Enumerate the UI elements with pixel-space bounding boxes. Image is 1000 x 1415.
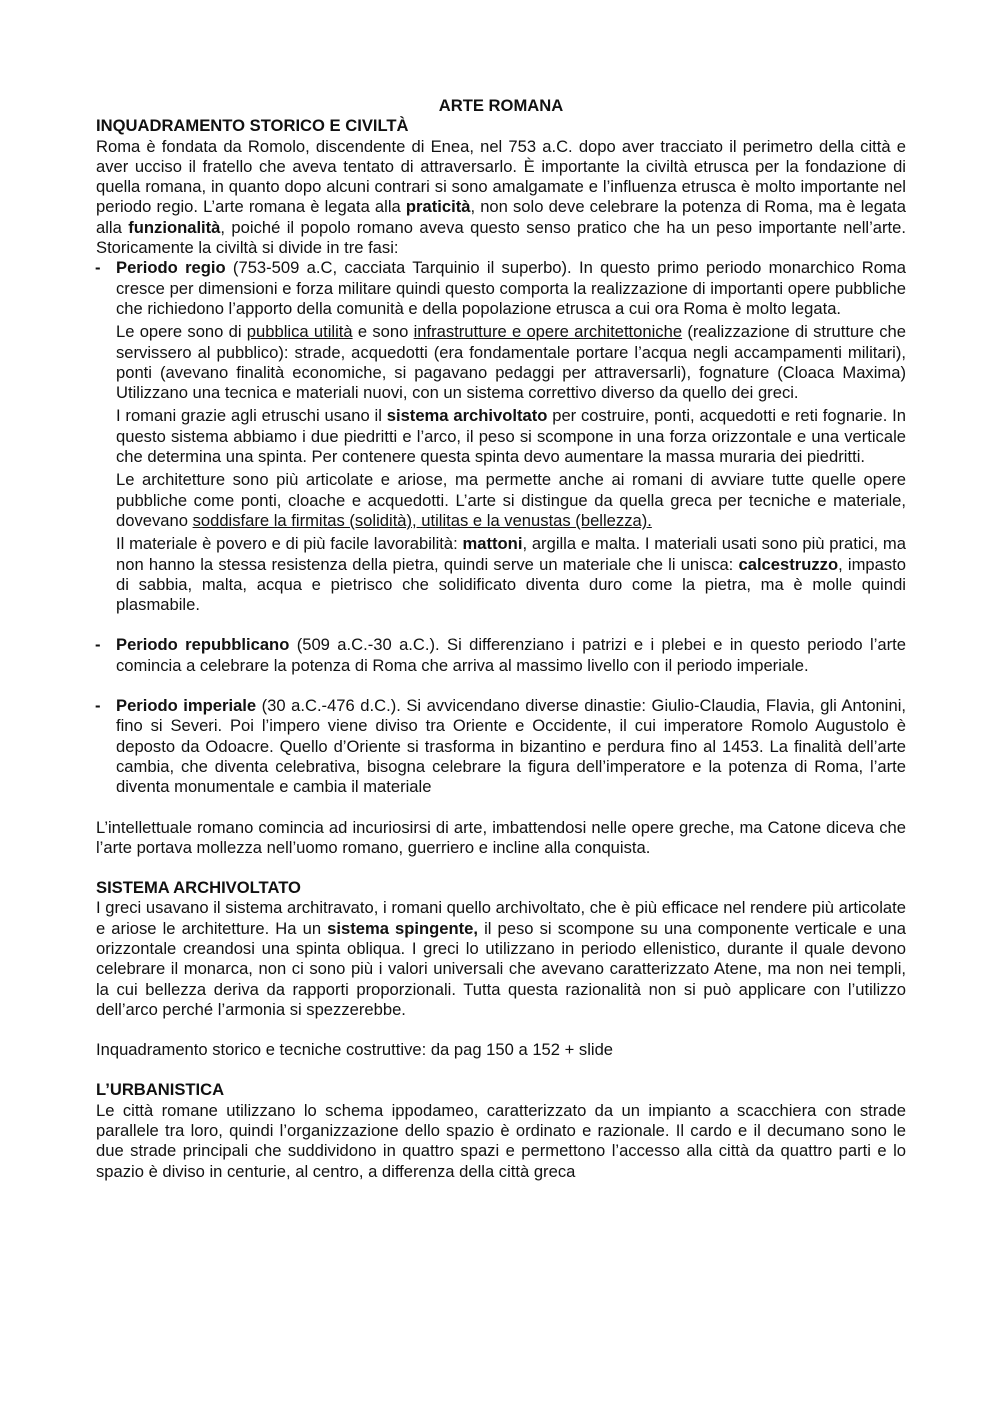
regio-text: , argilla e malta. I materiali usati sono più pratici, ma non hanno la stessa resistenza della pietra, quindi serve un materiale che li unisca: <box>116 534 906 574</box>
imperiale-paragraph <box>116 696 906 797</box>
archivoltato-text: il peso si scompone su una componente verticale e una orizzontale creandosi una spinta obliqua. I greci lo utilizzano in periodo ellenistico, durante il quale devono celebrare il monarca, non ci sono più i valori universali che avevano caratterizzato Atene, ma non nei templi, la cui bellezza deriva da rapporti proporzionali. Tutta questa razionalità non si può applicare con l’utilizzo dell’arco perché l’armonia si spezzerebbe. <box>96 918 906 1019</box>
dash-bullet: - <box>95 635 101 655</box>
document-title: ARTE ROMANA <box>438 96 564 115</box>
regio-text: Il materiale è povero e di più facile lavorabilità: <box>116 534 463 554</box>
repubblicano-text: (509 a.C.-30 a.C.). Si differenziano i patrizi e i plebei e in questo periodo l’arte comincia a celebrare la potenza di Roma che arriva al massimo livello con il periodo imperiale. <box>116 635 906 675</box>
bold-sistema-archivoltato: sistema archivoltato <box>386 406 548 426</box>
spacer <box>96 1020 906 1040</box>
list-item-periodo-imperiale <box>96 696 906 797</box>
list-item-periodo-repubblicano <box>96 635 906 676</box>
regio-text: I romani grazie agli etruschi usano il <box>116 406 387 426</box>
section-heading-inquadramento: INQUADRAMENTO STORICO E CIVILTÀ <box>96 116 409 136</box>
intro-bold-funzionalita: funzionalità <box>128 217 221 237</box>
section-heading-urbanistica: L’URBANISTICA <box>96 1080 225 1100</box>
regio-text: per costruire, ponti, acquedotti e reti fognarie. In questo sistema abbiamo i due piedritti e l’arco, il peso si scompone in una forza orizzontale e una verticale che determina una spinta. Per contenere questa spinta devo aumentare la massa muraria dei piedritti. <box>116 406 906 467</box>
spacer <box>96 1060 906 1080</box>
regio-paragraph-3 <box>116 406 906 467</box>
urbanistica-paragraph: Le città romane utilizzano lo schema ippodameo, caratterizzato da un impianto a scacchiera con strade parallele tra loro, quindi l’organizzazione dello spazio è ordinato e razionale. Il cardo e il decumano sono le due strade principali che suddividono in quattro spazi e permettono l’accesso alla città da quattro parti e lo spazio è diviso in centurie, al centro, a differenza della città greca <box>96 1100 906 1181</box>
archivoltato-paragraph <box>96 898 906 1020</box>
bold-calcestruzzo: calcestruzzo <box>738 554 839 574</box>
spacer <box>96 615 906 635</box>
catone-paragraph: L’intellettuale romano comincia ad incuriosirsi di arte, imbattendosi nelle opere greche, ma Catone diceva che l’arte portava mollezza nell’uomo romano, guerriero e incline alla conquista. <box>96 817 906 857</box>
underline-infrastrutture: infrastrutture e opere architettoniche <box>413 322 683 342</box>
intro-paragraph <box>96 137 906 259</box>
underline-firmitas: soddisfare la firmitas (solidità), utilitas e la venustas (bellezza). <box>192 510 652 530</box>
document-page <box>96 96 906 1182</box>
spacer <box>96 676 906 696</box>
intro-text: , non solo deve celebrare la potenza di Roma, ma è legata alla <box>96 197 907 237</box>
regio-paragraph-2 <box>116 322 906 403</box>
imperiale-text: (30 a.C.-476 d.C.). Si avvicendano diverse dinastie: Giulio-Claudia, Flavia, gli Antonini, fino si Severi. Poi l’impero viene diviso tra Oriente e Occidente, il cui imperatore Romolo Augustolo è deposto da Odoacre. Quello d’Oriente si trasforma in bizantino e perdura fino al 1453. La finalità dell’arte cambia, che diventa celebrativa, bisogna celebrare la figura dell’imperatore e la potenza di Roma, l’arte diventa monumentale e cambia il materiale <box>116 696 907 797</box>
regio-paragraph-1 <box>116 258 906 319</box>
reference-line: Inquadramento storico e tecniche costruttive: da pag 150 a 152 + slide <box>96 1040 614 1060</box>
spacer <box>96 858 906 878</box>
intro-text: Roma è fondata da Romolo, discendente di Enea, nel 753 a.C. dopo aver tracciato il perimetro della città e aver ucciso il fratello che aveva tentato di attraversarlo. È importante la civiltà etrusca per la fondazione di quella romana, in quanto dopo alcuni contrari si sono amalgamate e l’influenza etrusca è molto importante nel periodo regio. L’arte romana è legata alla <box>96 136 906 217</box>
regio-text: Le architetture sono più articolate e ariose, ma permette anche ai romani di avviare tutte quelle opere pubbliche come ponti, cloache e acquedotti. L’arte si distingue da quella greca per tecniche e materiale, dovevano <box>116 470 906 530</box>
list-item-periodo-regio <box>96 258 906 615</box>
repubblicano-label: Periodo repubblicano <box>116 635 290 655</box>
intro-bold-praticita: praticità <box>405 197 471 217</box>
regio-text: e sono <box>352 322 414 342</box>
regio-text: (753-509 a.C, cacciata Tarquinio il superbo). In questo primo periodo monarchico Roma cresce per dimensioni e forza militare quindi questo comporta la realizzazione di importanti opere pubbliche che richiedono l’apporto della comunità e della popolazione etrusca a cui ora Roma è molto legata. <box>116 258 906 318</box>
intro-text: , poiché il popolo romano aveva questo senso pratico che ha un peso importante nell’arte. Storicamente la civiltà si divide in tre fasi: <box>96 217 906 258</box>
bold-mattoni: mattoni <box>462 534 523 554</box>
regio-paragraph-4 <box>116 470 906 531</box>
repubblicano-paragraph <box>116 635 906 676</box>
dash-bullet: - <box>95 258 101 278</box>
regio-paragraph-5 <box>116 534 906 615</box>
underline-pubblica-utilita: pubblica utilità <box>246 322 353 342</box>
archivoltato-text: I greci usavano il sistema architravato, i romani quello archivoltato, che è più efficace nel rendere più articolate e ariose le architetture. Ha un <box>96 898 906 938</box>
imperiale-label: Periodo imperiale <box>116 696 257 716</box>
regio-text: , impasto di sabbia, malta, acqua e pietrisco che solidificato diventa duro come la pietra, ma è molle quindi plasmabile. <box>116 554 906 615</box>
regio-text: (realizzazione di strutture che servissero al pubblico): strade, acquedotti (era fondamentale portare l’acqua negli accampamenti militari), ponti (avevano finalità economiche, si pagavano pedaggi per attraversarli), fognature (Cloaca Maxima) Utilizzano una tecnica e materiali nuovi, con un sistema correttivo diverso da quello dei greci. <box>116 322 906 403</box>
section-heading-sistema-archivoltato: SISTEMA ARCHIVOLTATO <box>96 878 301 898</box>
spacer <box>96 798 906 818</box>
regio-label: Periodo regio <box>116 258 226 278</box>
bold-sistema-spingente: sistema spingente, <box>327 918 479 938</box>
regio-text: Le opere sono di <box>116 322 247 342</box>
dash-bullet: - <box>95 696 101 716</box>
